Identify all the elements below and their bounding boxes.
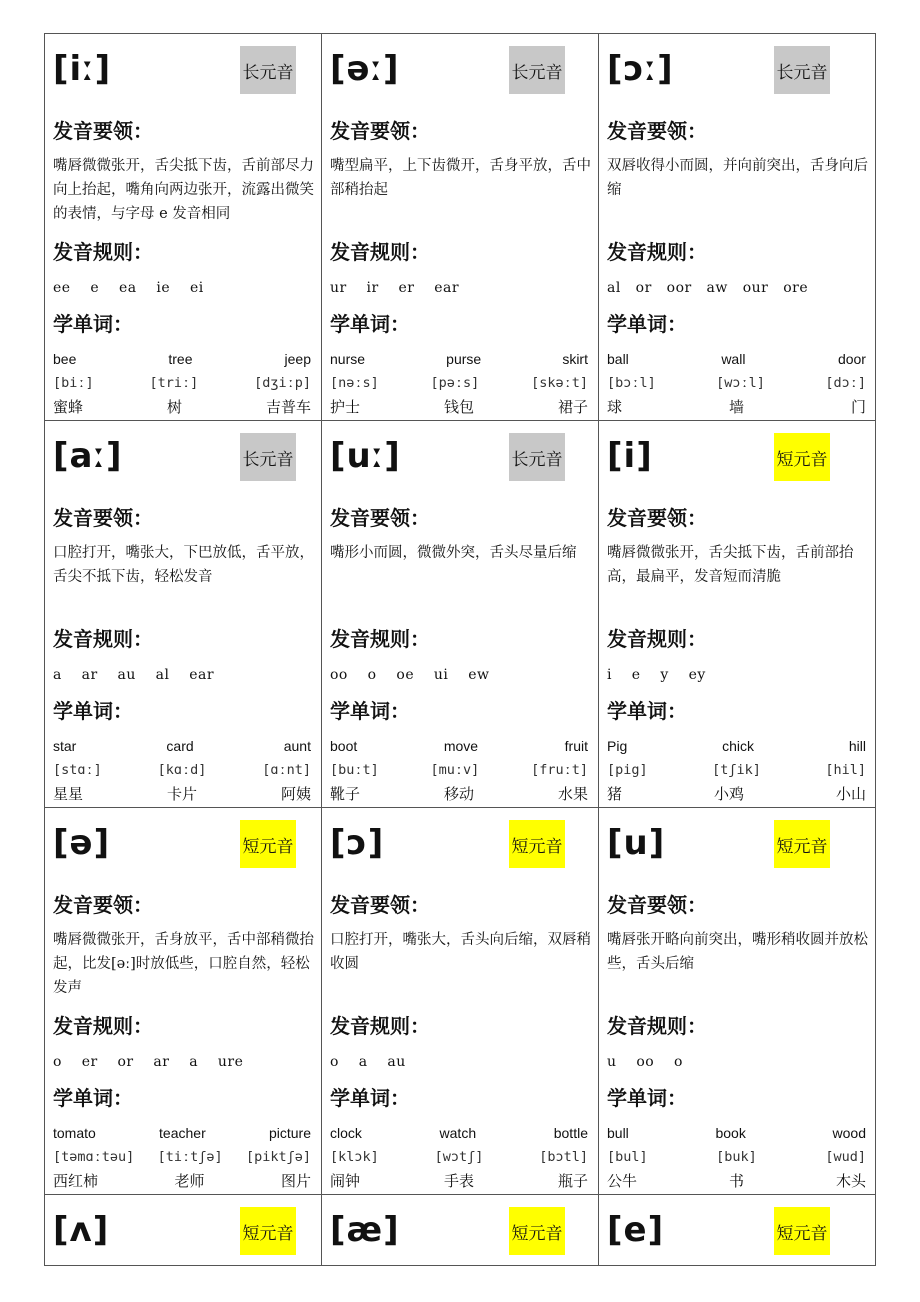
rules-heading: 发音规则： [53,240,153,264]
word-english: bull [607,1125,629,1141]
phonetic-symbol: [i] [607,436,653,476]
word-phonetic: [tiːtʃə] [157,1149,223,1165]
word-phonetic: [skəːt] [531,375,588,391]
word-phonetic: [klɔk] [330,1149,379,1165]
rules-heading: 发音规则： [330,627,430,651]
tips-heading: 发音要领： [330,506,430,530]
tips-heading: 发音要领： [53,893,153,917]
phonetic-card [45,34,322,421]
tips-heading: 发音要领： [53,119,153,143]
word-english-row [53,1122,311,1144]
word-phonetic-row [330,759,588,781]
word-english-row [330,348,588,370]
phonetic-card [322,808,599,1195]
rules-heading: 发音规则： [330,240,430,264]
word-english: chick [722,738,754,754]
word-chinese-row [607,1170,866,1192]
word-english: tree [168,351,193,367]
phonetic-card [599,34,876,421]
word-phonetic-row [330,372,588,394]
word-chinese: 小山 [835,785,866,803]
vowel-type-badge: 长元音 [509,433,565,481]
phonetic-card [322,1195,599,1266]
word-phonetic: [triː] [149,375,199,391]
word-phonetic: [buːt] [330,762,379,778]
tips-heading: 发音要领： [330,119,430,143]
phonetic-symbol: [uː] [330,436,401,476]
phonetic-symbol: [ə] [53,823,111,863]
words-heading: 学单词： [53,699,133,723]
words-heading: 学单词： [607,1086,687,1110]
word-phonetic: [hil] [825,762,866,778]
word-phonetic: [ɑːnt] [262,762,311,778]
tips-text: 嘴唇微微张开，舌身放平，舌中部稍微抬起，比发[əː]时放低些，口腔自然，轻松发声 [53,932,314,996]
word-chinese: 靴子 [330,785,361,803]
tips-heading: 发音要领： [607,119,707,143]
vowel-type-badge: 短元音 [774,1207,830,1255]
phonetic-card [599,1195,876,1266]
word-english: nurse [330,351,366,367]
tips-heading: 发音要领： [607,893,707,917]
vowel-type-badge: 短元音 [774,820,830,868]
rules-heading: 发音规则： [607,1014,707,1038]
word-phonetic: [bɔːl] [607,375,656,391]
words-heading: 学单词： [53,312,133,336]
vowel-type-badge: 短元音 [240,1207,296,1255]
vowel-type-badge: 短元音 [509,820,565,868]
word-chinese: 水果 [557,785,588,803]
word-english: tomato [53,1125,96,1141]
word-phonetic: [nəːs] [330,375,379,391]
phonetic-symbol: [ɔː] [607,49,674,89]
word-chinese: 公牛 [607,1172,638,1190]
tips-text: 嘴唇微微张开，舌尖抵下齿，舌前部尽力向上抬起，嘴角向两边张开，流露出微笑的表情，与字母 e 发音相同 [53,158,314,222]
rules-heading: 发音规则： [53,1014,153,1038]
phonetic-symbol: [əː] [330,49,400,89]
phonetic-symbol: [iː] [53,49,112,89]
word-phonetic: [kɑːd] [157,762,207,778]
word-phonetic: [wɔːl] [716,375,765,391]
phonetic-symbol: [e] [607,1210,665,1250]
rules-text: a ar au al ear [53,667,215,683]
tips-text: 嘴唇微微张开，舌尖抵下齿，舌前部抬高，最扁平，发音短而清脆 [607,545,854,585]
phonetic-card [45,421,322,808]
word-chinese: 星星 [53,785,84,803]
word-chinese: 小鸡 [713,785,744,803]
word-english: card [166,738,194,754]
word-phonetic: [stɑː] [53,762,102,778]
word-chinese-row [53,396,311,418]
word-chinese-row [330,396,588,418]
word-english: aunt [283,738,311,754]
tips-text: 嘴形小而圆，微微外突，舌头尽量后缩 [330,545,577,561]
word-phonetic: [piktʃə] [245,1149,311,1165]
rules-text: o a au [330,1054,406,1070]
word-english: ball [607,351,629,367]
phonetic-card [599,808,876,1195]
word-chinese: 西红柿 [53,1172,99,1190]
tips-text: 嘴型扁平，上下齿微开，舌身平放，舌中部稍抬起 [330,158,591,198]
word-chinese: 图片 [280,1172,311,1190]
word-chinese-row [330,783,588,805]
phonetic-card [45,1195,322,1266]
tips-text: 嘴唇张开略向前突出，嘴形稍收圆并放松些，舌头后缩 [607,932,868,972]
rules-text: ee e ea ie ei [53,280,204,296]
word-phonetic: [muːv] [430,762,480,778]
word-chinese-row [607,783,866,805]
phonetic-symbol: [u] [607,823,666,863]
word-english: watch [439,1125,477,1141]
word-chinese: 钱包 [443,398,474,416]
word-english: teacher [159,1125,206,1141]
word-phonetic-row [53,372,311,394]
word-english: fruit [564,738,588,754]
word-chinese: 手表 [443,1172,474,1190]
word-phonetic-row [607,372,866,394]
word-chinese: 阿姨 [280,785,311,803]
tips-text: 口腔打开，嘴张大，舌头向后缩，双唇稍收圆 [330,932,591,972]
rules-text: o er or ar a ure [53,1054,244,1070]
word-english-row [607,348,866,370]
word-english: boot [330,738,358,754]
vowel-type-badge: 长元音 [509,46,565,94]
words-heading: 学单词： [330,1086,410,1110]
word-english: bottle [553,1125,588,1141]
word-chinese: 木头 [835,1172,866,1190]
rules-text: ur ir er ear [330,280,460,296]
word-english-row [607,735,866,757]
word-english-row [330,735,588,757]
phonetic-card [322,421,599,808]
word-english-row [607,1122,866,1144]
vowel-type-badge: 短元音 [774,433,830,481]
word-chinese: 门 [850,398,866,416]
tips-heading: 发音要领： [607,506,707,530]
word-english: star [53,738,77,754]
word-phonetic-row [607,1146,866,1168]
word-chinese: 蜜蜂 [53,398,84,416]
word-english: hill [848,738,866,754]
word-english: wall [721,351,746,367]
tips-text: 口腔打开，嘴张大，下巴放低，舌平放，舌尖不抵下齿，轻松发音 [53,545,314,585]
phonetic-symbol: [ɔ] [330,823,385,863]
word-english: door [837,351,866,367]
word-chinese: 墙 [728,398,744,416]
word-phonetic: [dʒiːp] [254,375,311,391]
phonetic-symbol: [ʌ] [53,1210,110,1250]
word-chinese-row [53,1170,311,1192]
word-chinese: 猪 [607,785,623,803]
rules-heading: 发音规则： [330,1014,430,1038]
word-phonetic: [bɔtl] [539,1149,588,1165]
word-english: wood [832,1125,866,1141]
words-heading: 学单词： [330,312,410,336]
word-phonetic: [buk] [716,1149,757,1165]
word-english: jeep [284,351,311,367]
word-chinese: 树 [166,398,182,416]
word-phonetic-row [53,1146,311,1168]
word-phonetic: [wɔtʃ] [434,1149,484,1165]
word-chinese: 移动 [443,785,474,803]
tips-heading: 发音要领： [53,506,153,530]
rules-heading: 发音规则： [53,627,153,651]
word-english-row [53,735,311,757]
word-chinese: 老师 [174,1172,205,1190]
word-english: Pig [607,738,628,754]
word-phonetic: [pəːs] [430,375,480,391]
words-heading: 学单词： [330,699,410,723]
vowel-type-badge: 长元音 [774,46,830,94]
word-phonetic: [wud] [825,1149,866,1165]
word-phonetic-row [330,1146,588,1168]
word-english: picture [268,1125,311,1141]
word-chinese: 卡片 [166,785,197,803]
word-english: purse [446,351,482,367]
word-chinese: 球 [607,398,623,416]
rules-text: i e y ey [607,667,706,683]
rules-heading: 发音规则： [607,627,707,651]
rules-text: u oo o [607,1054,683,1070]
phonetic-card [322,34,599,421]
rules-text: oo o oe ui ew [330,667,490,683]
rules-heading: 发音规则： [607,240,707,264]
word-chinese: 瓶子 [557,1172,588,1190]
word-english: bee [53,351,77,367]
word-chinese: 吉普车 [265,398,311,416]
word-chinese-row [330,1170,588,1192]
word-phonetic: [biː] [53,375,94,391]
tips-text: 双唇收得小而圆，并向前突出，舌身向后缩 [607,158,868,198]
word-chinese-row [53,783,311,805]
word-chinese-row [607,396,866,418]
tips-heading: 发音要领： [330,893,430,917]
word-chinese: 书 [728,1172,744,1190]
vowel-type-badge: 短元音 [240,820,296,868]
vowel-type-badge: 长元音 [240,46,296,94]
word-phonetic: [fruːt] [531,762,588,778]
phonetic-card [599,421,876,808]
word-english-row [330,1122,588,1144]
phonetic-symbol: [æ] [330,1210,400,1250]
word-english: clock [330,1125,362,1141]
word-english-row [53,348,311,370]
word-phonetic-row [607,759,866,781]
word-chinese: 闹钟 [330,1172,361,1190]
words-heading: 学单词： [53,1086,133,1110]
word-phonetic: [dɔː] [825,375,866,391]
phonetic-card-grid [44,33,876,1266]
word-phonetic: [təmɑːtəu] [53,1149,135,1165]
rules-text: al or oor aw our ore [607,280,809,296]
vowel-type-badge: 短元音 [509,1207,565,1255]
word-english: skirt [562,351,588,367]
words-heading: 学单词： [607,312,687,336]
words-heading: 学单词： [607,699,687,723]
phonetic-symbol: [aː] [53,436,123,476]
vowel-type-badge: 长元音 [240,433,296,481]
word-phonetic: [pig] [607,762,648,778]
word-phonetic: [tʃik] [712,762,761,778]
word-english: book [715,1125,746,1141]
word-phonetic: [bul] [607,1149,648,1165]
word-chinese: 护士 [330,398,361,416]
phonetic-card [45,808,322,1195]
word-chinese: 裙子 [557,398,588,416]
word-english: move [443,738,479,754]
word-phonetic-row [53,759,311,781]
